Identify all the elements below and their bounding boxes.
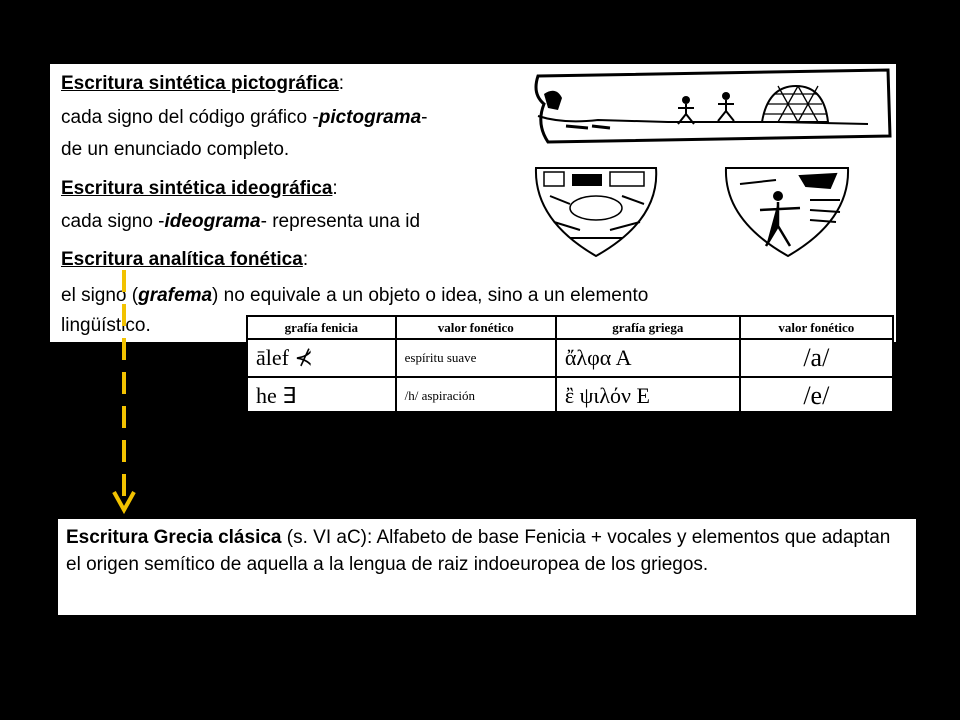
ideographic-line: cada signo -ideograma- representa una id xyxy=(61,211,421,232)
pictographic-line-2: de un enunciado completo. xyxy=(61,139,290,160)
table-row: ālef ⊀ espíritu suave ἄλφα Α /a/ xyxy=(247,339,893,377)
header-phonetic-value: valor fonético xyxy=(396,316,556,339)
header-phoenician-script: grafía fenicia xyxy=(247,316,396,339)
table-row: he ∃ /h/ aspiración ἒ ψιλόν Ε /e/ xyxy=(247,377,893,411)
ideographic-heading-line: Escritura sintética ideográfica: xyxy=(61,178,338,199)
phonetic-line-1: el signo (grafema) no equivale a un objeto o idea, sino a un elemento xyxy=(61,285,649,306)
phonetic-table xyxy=(246,315,894,411)
classical-greece-heading: Escritura Grecia clásica xyxy=(66,527,282,548)
phonetic-table-image xyxy=(246,315,894,411)
pictographic-heading-line: Escritura sintética pictográfica: xyxy=(61,73,344,94)
classical-greece-panel xyxy=(58,519,916,615)
phonetic-line-2: lingüístico. xyxy=(61,315,151,336)
classical-greece-text: Escritura Grecia clásica (s. VI aC): Alfabeto de base Fenicia + vocales y elementos que adaptan el origen semítico de aquella a la lengua de raiz indoeuropea de los griegos. xyxy=(66,527,891,575)
header-phonetic-value-2: valor fonético xyxy=(740,316,893,339)
ideogram-palette-image xyxy=(510,160,888,260)
dashed-arrow-icon xyxy=(110,268,140,516)
pictographic-line-1: cada signo del código gráfico -pictograma- xyxy=(61,107,428,128)
ideographic-heading: Escritura sintética ideográfica xyxy=(61,178,333,199)
pictogram-image xyxy=(518,64,896,150)
table-header-row xyxy=(247,316,893,339)
pictographic-heading: Escritura sintética pictográfica xyxy=(61,73,339,94)
phonetic-heading-line: Escritura analítica fonética: xyxy=(61,249,309,270)
phonetic-heading: Escritura analítica fonética xyxy=(61,249,303,270)
header-greek-script: grafía griega xyxy=(556,316,740,339)
